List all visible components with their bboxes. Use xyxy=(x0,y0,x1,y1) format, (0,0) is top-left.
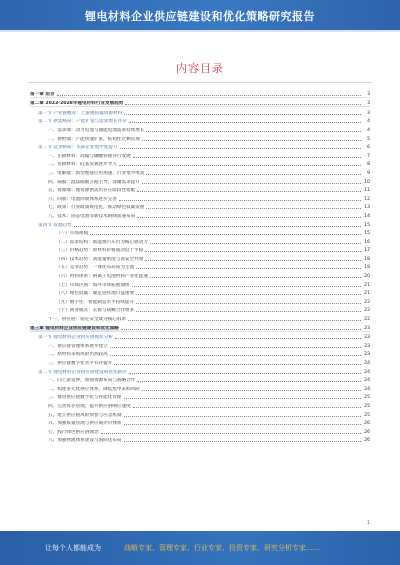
toc-entry-page: 14 xyxy=(364,213,370,219)
dot-leader xyxy=(136,268,361,269)
toc-entry-title: 第二节 锂电材料企业供应链建设和优化路径 xyxy=(38,369,127,375)
toc-entry[interactable] xyxy=(30,349,370,358)
toc-entry-title: 七、践行绿色供应链理念 xyxy=(48,429,99,435)
toc-entry-title: 二、原材料采购风险仍然较高 xyxy=(48,352,108,358)
toc-entry-title: 六、加强质量管理与供应商评价体系 xyxy=(48,421,122,427)
dot-leader xyxy=(114,364,361,365)
dot-leader xyxy=(129,122,361,123)
toc-entry[interactable] xyxy=(30,340,370,349)
toc-entry[interactable] xyxy=(30,142,370,151)
dot-leader xyxy=(136,311,361,312)
toc-entry-title: （一）市场规模 xyxy=(56,231,89,237)
toc-entry-page: 3 xyxy=(367,110,370,116)
toc-entry[interactable] xyxy=(30,202,370,211)
toc-entry-title: （二）需求结构：新能源汽车仍为核心驱动力 xyxy=(56,239,148,245)
toc-entry-title: 第三章 锂电材料企业供应链建设和优化策略 xyxy=(30,325,119,331)
toc-entry[interactable] xyxy=(30,133,370,142)
toc-entry-title: 五、资源端：锂资源供需仍存在阶段性错配 xyxy=(48,188,136,194)
toc-entry[interactable] xyxy=(30,245,370,254)
toc-entry-title: 第二节 供需格局：产能扩张与需求增长并存 xyxy=(38,119,127,125)
toc-entry-page: 4 xyxy=(367,127,370,133)
toc-entry[interactable] xyxy=(30,409,370,418)
toc-entry[interactable] xyxy=(30,332,370,341)
dot-leader xyxy=(133,157,361,158)
dot-leader xyxy=(133,407,361,408)
toc-entry[interactable] xyxy=(30,193,370,202)
toc-entry-page: 25 xyxy=(364,395,370,401)
toc-entry[interactable] xyxy=(30,159,370,168)
toc-entry-page: 16 xyxy=(364,239,370,245)
toc-entry-page: 23 xyxy=(364,335,370,341)
dot-leader xyxy=(124,398,361,399)
toc-entry-page: 21 xyxy=(364,282,370,288)
toc-entry[interactable] xyxy=(30,210,370,219)
toc-entry[interactable] xyxy=(30,176,370,185)
toc-entry-title: （五）竞争趋势：一体化布局成为主流 xyxy=(56,265,135,271)
toc-entry-title: 三、电解液：新型锂盐应用加速，行业集中度高 xyxy=(48,170,145,176)
dot-leader xyxy=(137,191,361,192)
toc-entry-title: （四）技术趋势：高能量密度与高安全并重 xyxy=(56,256,144,262)
toc-entry-page: 22 xyxy=(364,299,370,305)
toc-entry-page: 4 xyxy=(367,119,370,125)
toc-entry[interactable] xyxy=(30,124,370,133)
dot-leader xyxy=(124,424,361,425)
dot-leader xyxy=(129,373,361,374)
toc-entry[interactable] xyxy=(30,219,370,228)
toc-entry-page: 11 xyxy=(364,188,370,194)
toc-entry-page: 26 xyxy=(364,421,370,427)
dot-leader xyxy=(146,208,361,209)
dot-leader xyxy=(150,277,361,278)
toc-entry-page: 22 xyxy=(364,308,370,314)
toc-entry-title: （十）商业模式：长协与战略合作增多 xyxy=(56,308,135,314)
toc-entry-page: 8 xyxy=(367,162,370,168)
toc-entry-title: 第四节 发展趋势 xyxy=(38,222,72,228)
dot-leader xyxy=(110,355,361,356)
toc-entry[interactable] xyxy=(30,296,370,305)
toc-title-divider xyxy=(28,82,372,83)
toc-entry-page: 24 xyxy=(364,361,370,366)
toc-entry-page: 7 xyxy=(367,153,370,159)
dot-leader xyxy=(142,140,361,141)
report-title: 锂电材料企业供应链建设和优化策略研究报告 xyxy=(85,10,315,23)
toc-entry-title: 三、推进供应链数字化与智能化管理 xyxy=(48,395,122,401)
dot-leader xyxy=(132,286,361,287)
toc-entry[interactable] xyxy=(30,116,370,125)
dot-leader xyxy=(119,200,361,201)
toc-entry-title: 七、政策：行业政策规范化，推动绿色低碳发展 xyxy=(48,205,145,211)
toc-entry-page: 20 xyxy=(364,274,370,280)
toc-entry-title: 二、供给端：产能快速扩张，结构性过剩显现 xyxy=(48,136,140,142)
toc-entry[interactable] xyxy=(30,228,370,237)
toc-entry-page: 5 xyxy=(367,136,370,142)
table-of-contents xyxy=(30,88,370,443)
toc-entry[interactable] xyxy=(30,383,370,392)
toc-entry-title: 一、需求端：动力电池与储能电池需求持续增长 xyxy=(48,127,145,133)
dot-leader xyxy=(150,243,361,244)
toc-entry[interactable] xyxy=(30,366,370,375)
dot-leader xyxy=(142,390,361,391)
dot-leader xyxy=(124,441,361,442)
toc-entry-page: 15 xyxy=(364,222,370,228)
dot-leader xyxy=(74,226,361,227)
toc-entry-title: 二、构建多元化供应体系，降低集中采购风险 xyxy=(48,386,140,392)
toc-entry-title: 二、负极材料：硅基负极逐步导入 xyxy=(48,162,117,168)
toc-entry-title: 一、向上游延伸，加强资源布局与战略合作 xyxy=(48,378,136,384)
toc-entry-page: 23 xyxy=(364,325,370,331)
toc-entry-title: 第三节 竞争格局：头部企业集中度提升 xyxy=(38,145,118,151)
toc-entry-title: 八、加强物流体系建设与国际化布局 xyxy=(48,438,122,444)
dot-leader xyxy=(145,260,361,261)
toc-entry[interactable] xyxy=(30,426,370,435)
toc-entry-title: 一、正极材料：高镍与磷酸铁锂并行发展 xyxy=(48,153,131,159)
dot-leader xyxy=(128,320,361,321)
toc-entry-page: 21 xyxy=(364,291,370,297)
footer-banner xyxy=(0,531,400,565)
dot-leader xyxy=(136,294,361,295)
dot-leader xyxy=(145,251,361,252)
toc-entry-page: 23 xyxy=(364,352,370,358)
dot-leader xyxy=(121,329,361,330)
toc-entry-page: 22 xyxy=(364,317,370,323)
dot-leader xyxy=(110,347,361,348)
toc-entry-page: 19 xyxy=(364,265,370,271)
toc-entry-title: 第一节 产业链概况：上游锂钴镍资源材料 xyxy=(38,110,123,116)
toc-entry-page: 17 xyxy=(364,248,370,254)
dot-leader xyxy=(125,104,361,105)
dot-leader xyxy=(119,165,361,166)
toc-entry-page: 24 xyxy=(364,386,370,392)
dot-leader xyxy=(142,183,361,184)
toc-entry[interactable] xyxy=(30,270,370,279)
toc-entry-page: 23 xyxy=(364,343,370,349)
toc-entry-title: 六、回收：电池回收体系逐步完善 xyxy=(48,196,117,202)
toc-entry-title: 十一、供应链：稳定安全成为核心诉求 xyxy=(48,317,127,323)
toc-entry-title: （八）绿色低碳：碳足迹管理日益重要 xyxy=(56,291,135,297)
footer-tagline: 战略专家、管理专家、行业专家、投资专家、研究分析专家…… xyxy=(124,544,320,552)
toc-entry[interactable] xyxy=(30,279,370,288)
header-divider xyxy=(0,30,400,32)
page-number: 1 xyxy=(366,520,370,526)
toc-entry-page: 13 xyxy=(364,205,370,211)
toc-title: 内容目录 xyxy=(176,62,224,75)
toc-entry[interactable] xyxy=(30,375,370,384)
footer-slogan: 让每个人都能成为 xyxy=(45,544,101,552)
toc-entry-title: 四、隔膜：湿法隔膜占据主导，涂覆需求提升 xyxy=(48,179,140,185)
toc-entry-page: 26 xyxy=(364,429,370,435)
toc-entry-page: 3 xyxy=(367,91,370,97)
toc-entry[interactable] xyxy=(30,305,370,314)
dot-leader xyxy=(101,433,361,434)
dot-leader xyxy=(57,95,361,96)
toc-entry[interactable] xyxy=(30,88,370,98)
dot-leader xyxy=(137,381,361,382)
dot-leader xyxy=(120,148,361,149)
dot-leader xyxy=(90,234,361,235)
toc-entry-page: 15 xyxy=(364,231,370,237)
dot-leader xyxy=(124,416,361,417)
toc-entry-title: （六）材料体系：钠离子电池材料产业化提速 xyxy=(56,274,148,280)
toc-entry[interactable] xyxy=(30,288,370,297)
dot-leader xyxy=(136,303,361,304)
toc-entry[interactable] xyxy=(30,322,370,332)
toc-entry-title: 三、供应链数字化水平有待提升 xyxy=(48,361,113,366)
toc-entry[interactable] xyxy=(30,167,370,176)
toc-entry-title: 四、完善库存管理，提升供应链响应速度 xyxy=(48,403,131,409)
toc-entry-title: （三）价格趋势：原材料价格波动趋于平稳 xyxy=(56,248,144,254)
toc-entry-page: 24 xyxy=(364,369,370,375)
toc-entry-page: 25 xyxy=(364,412,370,418)
toc-entry[interactable] xyxy=(30,262,370,271)
toc-entry[interactable] xyxy=(30,185,370,194)
toc-entry-page: 25 xyxy=(364,403,370,409)
toc-entry-page: 26 xyxy=(364,438,370,444)
toc-entry-page: 24 xyxy=(364,378,370,384)
toc-entry-title: 第一节 锂电材料企业供应链现状分析 xyxy=(38,335,113,341)
toc-entry-title: 五、建立供应链风险预警与应急机制 xyxy=(48,412,122,418)
toc-entry-page: 3 xyxy=(367,101,370,107)
toc-entry[interactable] xyxy=(30,107,370,116)
toc-entry[interactable] xyxy=(30,98,370,108)
toc-entry-title: 第一章 前言 xyxy=(30,91,55,97)
toc-entry-title: 第二章 2023-2028年锂电材料行业发展趋势 xyxy=(30,101,124,107)
toc-entry[interactable] xyxy=(30,357,370,366)
toc-entry[interactable] xyxy=(30,253,370,262)
toc-entry[interactable] xyxy=(30,435,370,444)
dot-leader xyxy=(146,174,361,175)
toc-entry-title: 一、供应链管理体系逐步建立 xyxy=(48,343,108,349)
toc-entry[interactable] xyxy=(30,236,370,245)
toc-entry-page: 9 xyxy=(367,170,370,176)
toc-entry-title: （七）市场区域：海外市场拓展加快 xyxy=(56,282,130,288)
toc-entry[interactable] xyxy=(30,400,370,409)
toc-entry-title: （九）数字化：智能制造水平持续提升 xyxy=(56,299,135,305)
dot-leader xyxy=(146,131,361,132)
dot-leader xyxy=(137,217,361,218)
toc-entry-page: 18 xyxy=(364,256,370,262)
toc-entry-page: 10 xyxy=(364,179,370,185)
toc-entry[interactable] xyxy=(30,150,370,159)
toc-entry[interactable] xyxy=(30,418,370,427)
toc-entry-page: 6 xyxy=(367,145,370,151)
header-banner xyxy=(0,0,400,30)
toc-entry-title: 八、技术：固态电池等新技术路线加速布局 xyxy=(48,213,136,219)
toc-entry[interactable] xyxy=(30,392,370,401)
toc-entry[interactable] xyxy=(30,313,370,322)
dot-leader xyxy=(115,338,361,339)
dot-leader xyxy=(124,114,361,115)
toc-entry-page: 12 xyxy=(364,196,370,202)
